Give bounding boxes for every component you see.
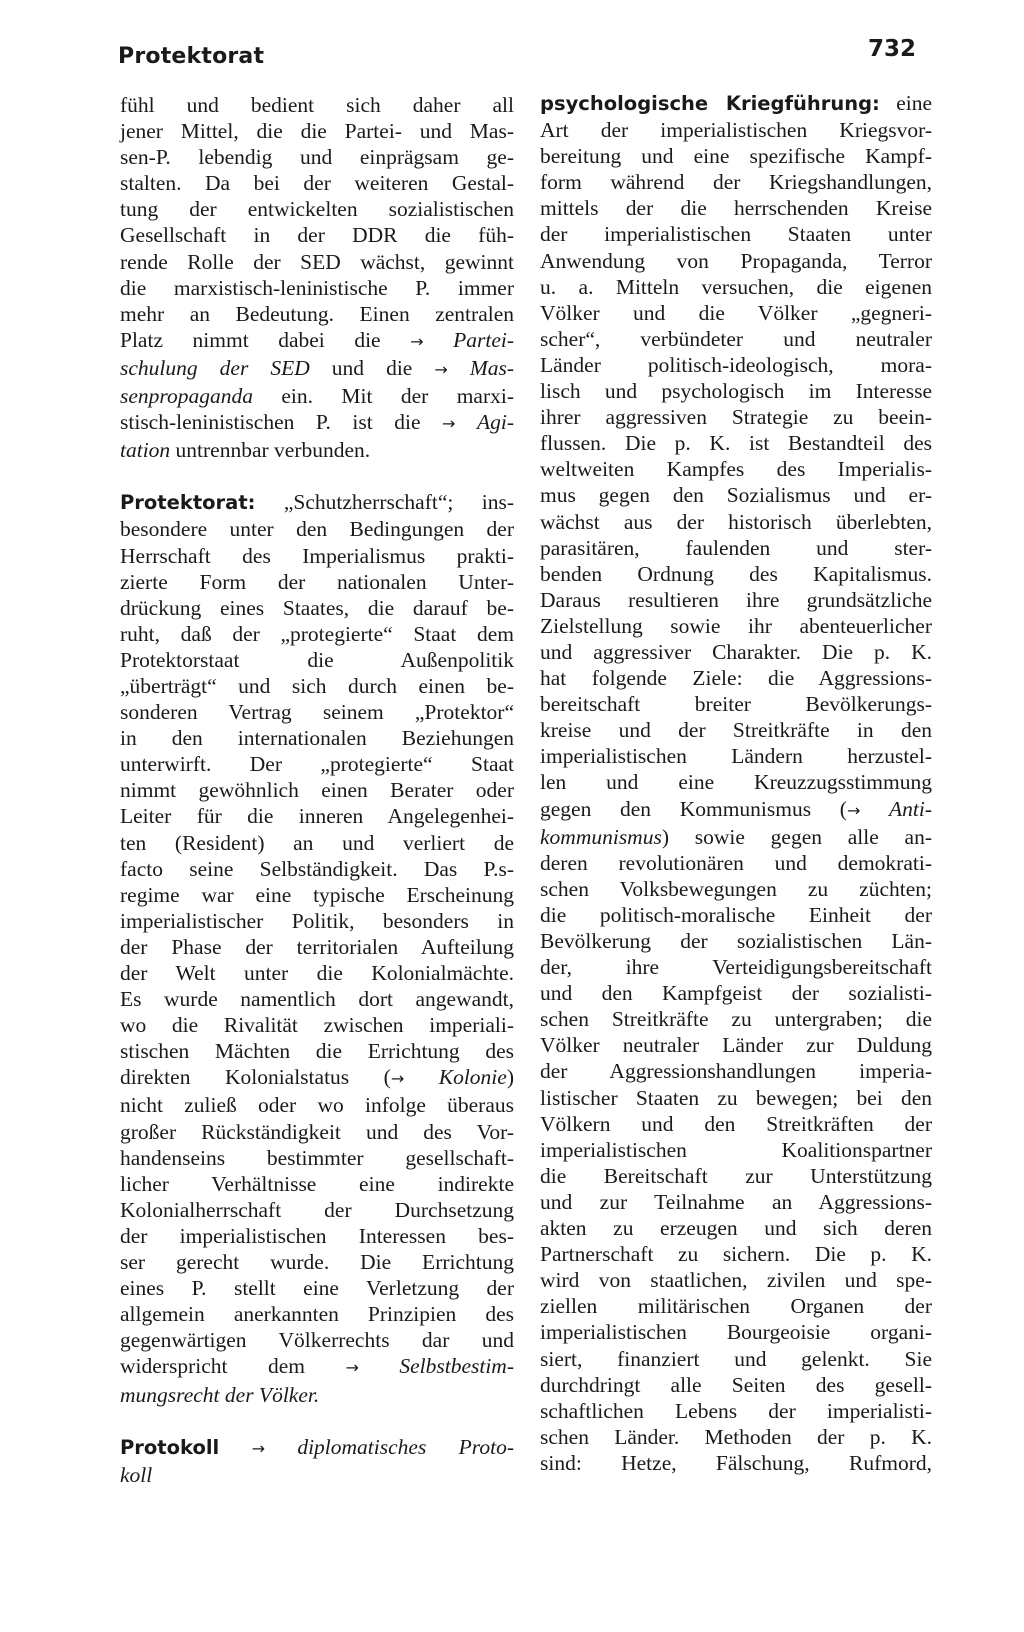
text-line: schen Streitkräfte zu untergraben; die bbox=[540, 1007, 932, 1032]
text-line bbox=[120, 355, 514, 383]
text-line: lisch und psychologisch im Interesse bbox=[540, 379, 932, 404]
text-line: ziellen militärischen Organen der bbox=[540, 1294, 932, 1319]
text-run: eine bbox=[896, 91, 932, 115]
arrow-icon: → bbox=[434, 359, 448, 379]
text-line bbox=[540, 796, 932, 824]
text-line: siert, finanziert und gelenkt. Sie bbox=[540, 1346, 932, 1371]
text-line: und den Kampfgeist der sozialisti- bbox=[540, 981, 932, 1006]
text-line: Völker neutraler Länder zur Duldung bbox=[540, 1033, 932, 1058]
text-line bbox=[120, 437, 514, 463]
entry-term: Protektorat: bbox=[120, 491, 256, 515]
cross-reference: Anti- bbox=[889, 796, 933, 821]
text-line: scher“, verbündeter und neutraler bbox=[540, 326, 932, 351]
text-line bbox=[120, 409, 514, 437]
text-line: weltweiten Kampfes des Imperialis- bbox=[540, 457, 932, 482]
text-line: form während der Kriegshandlungen, bbox=[540, 170, 932, 195]
text-line: Partnerschaft zu sichern. Die p. K. bbox=[540, 1242, 932, 1267]
text-line: parasitären, faulenden und ster- bbox=[540, 535, 932, 560]
cross-reference: schulung der SED bbox=[120, 355, 310, 380]
text-line: Anwendung von Propaganda, Terror bbox=[540, 248, 932, 273]
text-line bbox=[120, 1382, 514, 1408]
text-run: widerspricht dem bbox=[120, 1354, 305, 1379]
text-line: allgemein anerkannten Prinzipien des bbox=[120, 1302, 514, 1327]
text-line: Kolonialherrschaft der Durchsetzung bbox=[120, 1197, 514, 1222]
text-line: Es wurde namentlich dort angewandt, bbox=[120, 987, 514, 1012]
cross-reference: Partei- bbox=[453, 327, 514, 352]
text-line: listischer Staaten zu bewegen; bei den bbox=[540, 1085, 932, 1110]
text-line bbox=[120, 1064, 514, 1092]
text-line: imperialistischen Ländern herzustel- bbox=[540, 744, 932, 769]
text-line: der Phase der territorialen Aufteilung bbox=[120, 934, 514, 959]
text-line bbox=[120, 383, 514, 409]
text-line: unterwirft. Der „protegierte“ Staat bbox=[120, 752, 514, 777]
cross-reference: koll bbox=[120, 1462, 153, 1487]
text-line: „überträgt“ und sich durch einen be- bbox=[120, 673, 514, 698]
text-run: stisch-leninistischen P. ist die bbox=[120, 410, 421, 435]
cross-reference: tation bbox=[120, 438, 171, 463]
text-line: und zur Teilnahme an Aggressions- bbox=[540, 1189, 932, 1214]
text-line: in den internationalen Beziehungen bbox=[120, 726, 514, 751]
text-line: ihrer aggressiven Strategie zu beein- bbox=[540, 405, 932, 430]
arrow-icon: → bbox=[251, 1438, 265, 1458]
text-line: handenseins bestimmter gesellschaft- bbox=[120, 1145, 514, 1170]
text-line: sind: Hetze, Fälschung, Rufmord, bbox=[540, 1450, 932, 1475]
text-line: ser gerecht wurde. Die Errichtung bbox=[120, 1250, 514, 1275]
text-line: sonderen Vertrag seinem „Protektor“ bbox=[120, 700, 514, 725]
entry-term: psychologische Kriegführung: bbox=[540, 92, 880, 115]
text-line: Art der imperialistischen Kriegsvor- bbox=[540, 118, 932, 143]
text-line: Völker und die Völker „gegneri- bbox=[540, 300, 932, 325]
text-line: akten zu erzeugen und sich deren bbox=[540, 1216, 932, 1241]
text-line: imperialistischen Koalitionspartner bbox=[540, 1137, 932, 1162]
text-line: Daraus resultieren ihre grundsätzliche bbox=[540, 587, 932, 612]
text-line: imperialistischen Bourgeoisie organi- bbox=[540, 1320, 932, 1345]
text-line: mittels der die herrschenden Kreise bbox=[540, 196, 932, 221]
text-line: Völkern und den Streitkräften der bbox=[540, 1111, 932, 1136]
cross-reference: senpropaganda bbox=[120, 384, 253, 409]
text-line: der, ihre Verteidigungsbereitschaft bbox=[540, 955, 932, 980]
text-line bbox=[120, 1434, 514, 1462]
text-line: flussen. Die p. K. ist Bestandteil des bbox=[540, 431, 932, 456]
text-line: zierte Form der nationalen Unter- bbox=[120, 569, 514, 594]
text-line: schen Volksbewegungen zu züchten; bbox=[540, 876, 932, 901]
text-line: licher Verhältnisse eine indirekte bbox=[120, 1171, 514, 1196]
arrow-icon: → bbox=[410, 331, 424, 351]
text-line: gegenwärtigen Völkerrechts dar und bbox=[120, 1328, 514, 1353]
text-line: bereitschaft breiter Bevölkerungs- bbox=[540, 692, 932, 717]
text-line: Herrschaft des Imperialismus prakti- bbox=[120, 543, 514, 568]
text-line: der imperialistischen Staaten unter bbox=[540, 222, 932, 247]
text-line bbox=[120, 1353, 514, 1381]
right-column bbox=[540, 90, 932, 1476]
text-line: wird von staatlichen, zivilen und spe- bbox=[540, 1268, 932, 1293]
text-line: Zielstellung sowie ihr abenteuerlicher bbox=[540, 613, 932, 638]
text-line: großer Rückständigkeit und des Vor- bbox=[120, 1119, 514, 1144]
arrow-icon: → bbox=[345, 1358, 359, 1378]
text-line: hat folgende Ziele: die Aggressions- bbox=[540, 666, 932, 691]
text-run: ) sowie gegen alle an- bbox=[661, 824, 932, 849]
text-line: Leiter für die inneren Angelegenhei- bbox=[120, 804, 514, 829]
page-number: 732 bbox=[867, 36, 916, 62]
cross-reference: mungsrecht der Völker. bbox=[120, 1382, 320, 1407]
text-line: ten (Resident) an und verliert de bbox=[120, 830, 514, 855]
cross-reference: Agi- bbox=[476, 410, 514, 435]
entry-term: Protokoll bbox=[120, 1435, 220, 1459]
arrow-icon: → bbox=[390, 1069, 405, 1089]
text-line bbox=[120, 327, 514, 355]
left-column bbox=[120, 92, 514, 1488]
text-line: Gesellschaft in der DDR die füh- bbox=[120, 223, 514, 248]
text-run: gegen den Kommunismus ( bbox=[540, 796, 847, 821]
text-run: Platz nimmt dabei die bbox=[120, 327, 381, 352]
cross-reference: Kolonie bbox=[438, 1065, 507, 1090]
text-line: sen-P. lebendig und einprägsam ge- bbox=[120, 145, 514, 170]
text-line: der Welt unter die Kolonialmächte. bbox=[120, 961, 514, 985]
text-line: u. a. Mitteln versuchen, die eigenen bbox=[540, 274, 932, 299]
running-head: Protektorat bbox=[118, 44, 265, 69]
text-line: kreise und der Streitkräfte in den bbox=[540, 718, 932, 743]
arrow-icon: → bbox=[442, 414, 456, 434]
text-line: nimmt gewöhnlich einen Berater oder bbox=[120, 778, 514, 803]
cross-reference: Selbstbestim- bbox=[399, 1354, 514, 1379]
text-line: Länder politisch-ideologisch, mora- bbox=[540, 352, 932, 377]
text-line: fühl und bedient sich daher all bbox=[120, 93, 514, 117]
text-run: direkten Kolonialstatus ( bbox=[120, 1065, 391, 1090]
text-line: nicht zuließ oder wo infolge überaus bbox=[120, 1093, 514, 1118]
cross-reference: Mas- bbox=[469, 355, 514, 380]
text-line bbox=[540, 824, 932, 850]
text-line: ruht, daß der „protegierte“ Staat dem bbox=[120, 621, 514, 646]
entry-gap bbox=[120, 1408, 514, 1434]
text-run: „Schutzherrschaft“; ins- bbox=[283, 490, 514, 515]
text-line bbox=[540, 90, 932, 117]
text-line: drückung eines Staates, die darauf be- bbox=[120, 595, 514, 620]
entry-gap bbox=[120, 463, 514, 489]
text-line: rende Rolle der SED wächst, gewinnt bbox=[120, 249, 514, 274]
text-line: benden Ordnung des Kapitalismus. bbox=[540, 561, 932, 586]
text-line: deren revolutionären und demokrati- bbox=[540, 850, 932, 875]
text-line: imperialistischer Politik, besonders in bbox=[120, 908, 514, 933]
text-line bbox=[120, 1462, 514, 1488]
text-line: len und eine Kreuzzugsstimmung bbox=[540, 770, 932, 795]
text-line: eines P. stellt eine Verletzung der bbox=[120, 1276, 514, 1301]
cross-reference: kommunismus bbox=[540, 824, 662, 849]
text-line: schaftlichen Lebens der imperialisti- bbox=[540, 1398, 932, 1423]
text-line: besondere unter den Bedingungen der bbox=[120, 517, 514, 542]
text-line: die Bereitschaft zur Unterstützung bbox=[540, 1163, 932, 1188]
text-run: und die bbox=[331, 355, 413, 380]
text-line: bereitung und eine spezifische Kampf- bbox=[540, 144, 932, 169]
text-line: wo die Rivalität zwischen imperiali- bbox=[120, 1013, 514, 1038]
arrow-icon: → bbox=[846, 800, 861, 820]
text-line: Protektorstaat die Außenpolitik bbox=[120, 647, 514, 672]
text-line: regime war eine typische Erscheinung bbox=[120, 882, 514, 907]
text-line: wächst aus der historisch überlebten, bbox=[540, 509, 932, 534]
text-line: durchdringt alle Seiten des gesell- bbox=[540, 1372, 932, 1397]
text-run: ) bbox=[506, 1065, 514, 1090]
text-run: untrennbar verbunden. bbox=[175, 438, 371, 463]
text-run: ein. Mit der marxi- bbox=[281, 384, 515, 409]
text-line: der imperialistischen Interessen bes- bbox=[120, 1223, 514, 1248]
text-line: jener Mittel, die die Partei- und Mas- bbox=[120, 119, 514, 144]
text-line: mus gegen den Sozialismus und er- bbox=[540, 483, 932, 508]
text-line bbox=[120, 489, 514, 516]
cross-reference: diplomatisches Proto- bbox=[297, 1434, 514, 1459]
text-line: stischen Mächten die Errichtung des bbox=[120, 1039, 514, 1064]
text-line: tung der entwickelten sozialistischen bbox=[120, 197, 514, 222]
text-line: Bevölkerung der sozialistischen Län- bbox=[540, 929, 932, 953]
text-line: schen Länder. Methoden der p. K. bbox=[540, 1424, 932, 1449]
text-line: mehr an Bedeutung. Einen zentralen bbox=[120, 301, 514, 326]
text-line: der Aggressionshandlungen imperia- bbox=[540, 1059, 932, 1084]
text-line: die politisch-moralische Einheit der bbox=[540, 902, 932, 927]
text-line: die marxistisch-leninistische P. immer bbox=[120, 275, 514, 300]
text-line: und aggressiver Charakter. Die p. K. bbox=[540, 639, 932, 664]
text-line: stalten. Da bei der weiteren Gestal- bbox=[120, 171, 514, 196]
text-line: facto seine Selbständigkeit. Das P.s- bbox=[120, 856, 514, 881]
